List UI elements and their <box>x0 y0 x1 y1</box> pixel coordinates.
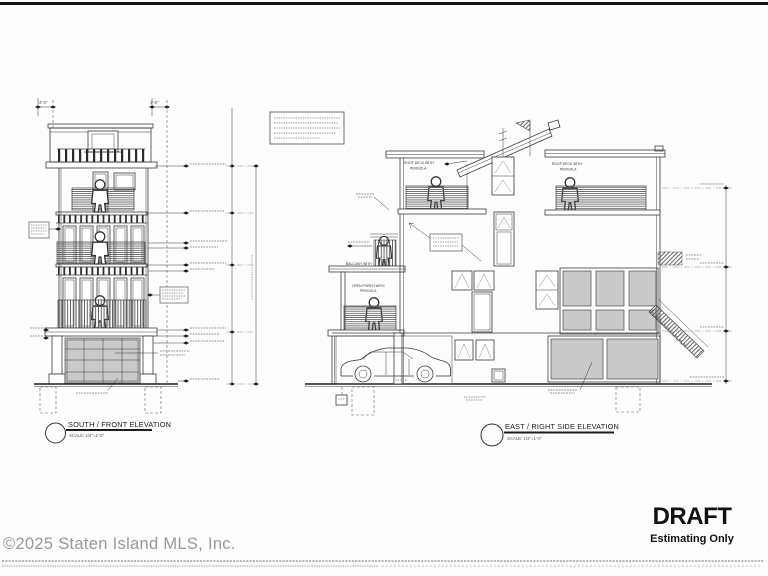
fourth-floor <box>72 172 135 212</box>
elevation-scale: SCALE: 1/4"=1'-0" <box>69 433 105 438</box>
elevation-title: EAST / RIGHT SIDE ELEVATION <box>505 422 619 431</box>
parapet-balusters <box>57 149 145 162</box>
dim-label-right: 3'-0" <box>150 100 159 105</box>
porch-label: OPEN PORCH WITH <box>352 284 385 288</box>
roof-deck-right <box>545 146 665 215</box>
door <box>472 292 492 332</box>
south-front-elevation-drawing <box>29 98 259 413</box>
balcony-slab-band <box>56 212 147 223</box>
draft-title: DRAFT <box>652 503 732 530</box>
deck-railing <box>556 186 646 210</box>
draft-subtitle: Estimating Only <box>650 533 734 545</box>
general-notes-box <box>270 112 344 144</box>
pier <box>52 336 62 374</box>
ground-and-foundation <box>305 384 712 415</box>
balcony-slat-railing <box>58 300 146 328</box>
copyright-text: ©2025 Staten Island MLS, Inc. <box>3 535 236 553</box>
window <box>114 173 135 190</box>
pennant-flag <box>516 120 530 131</box>
third-floor <box>57 226 145 264</box>
porch-label: PERGOLA <box>360 289 377 293</box>
elevation-title: SOUTH / FRONT ELEVATION <box>68 420 172 429</box>
detail-bubble <box>481 424 503 446</box>
roof-deck-label: PERGOLA <box>410 166 427 171</box>
car-wheel <box>355 366 371 382</box>
garage-door <box>65 338 140 383</box>
note-box <box>29 222 61 238</box>
balcony-label: BALCONY WITH <box>346 262 372 266</box>
dim-label-left: 3'-0" <box>39 100 48 105</box>
roof-parapet <box>46 124 157 168</box>
deck-railing <box>406 186 468 209</box>
south-front-title-block <box>46 420 172 443</box>
roof-deck-label: PERGOLA <box>560 167 577 172</box>
east-right-title-block <box>481 422 619 446</box>
fine-print-disclaimer <box>2 561 764 566</box>
vertical-dimension-chains <box>226 108 259 386</box>
detail-bubble <box>46 423 66 443</box>
note-box <box>409 223 481 261</box>
balcony-with-pergola <box>346 234 398 271</box>
pier <box>143 336 153 374</box>
roof-deck-label: ROOF DECK WITH <box>552 162 582 166</box>
roof-deck-label: ROOF DECK WITH <box>404 161 434 165</box>
roof-deck-left <box>386 151 486 214</box>
porch-railing <box>344 306 396 330</box>
car-wheel <box>417 366 433 382</box>
draft-watermark <box>648 504 736 545</box>
window-wall-grid <box>560 268 658 334</box>
balcony-slab-band <box>56 264 147 275</box>
second-floor <box>58 278 146 328</box>
note-box <box>147 287 188 303</box>
ground-and-foundation <box>34 384 178 413</box>
east-right-side-elevation-drawing <box>305 120 732 415</box>
elevation-scale: SCALE: 1/4"=1'-0" <box>507 436 543 441</box>
